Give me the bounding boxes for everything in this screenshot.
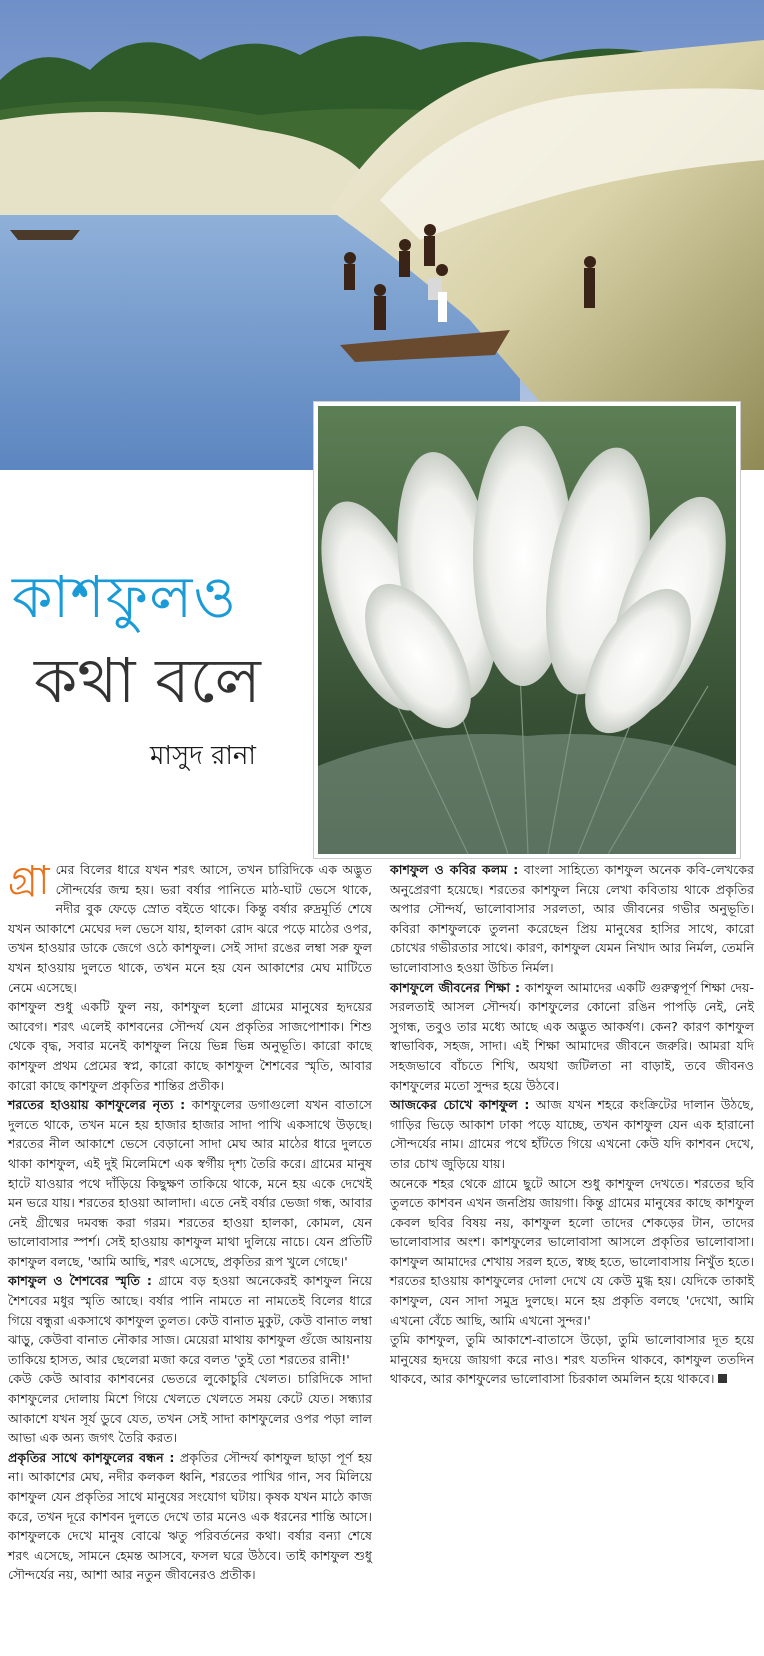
section-heading: কাশফুলে জীবনের শিক্ষা : xyxy=(390,979,521,995)
section-heading: আজকের চোখে কাশফুল : xyxy=(390,1097,530,1113)
section-heading: কাশফুল ও শৈশবের স্মৃতি : xyxy=(8,1273,152,1289)
section-paragraph xyxy=(390,860,754,978)
river-landscape-image xyxy=(0,0,764,470)
paragraph-text: তুমি কাশফুল, তুমি আকাশে-বাতাসে উড়ো, তুমি ভালোবাসার দূত হয়ে মানুষের হৃদয়ে জায়গা করে নাও। শরৎ যতদিন থাকবে, কাশফুল ততদিন থাকবে, আর কাশফুলের ভালোবাসা চিরকাল অমলিন হয়ে থাকবে। xyxy=(390,1332,754,1387)
section-text: আজ যখন শহরে কংক্রিটের দালান উঠছে, গাড়ির ভিড়ে আকাশ ঢাকা পড়ে যাচ্ছে, তখন কাশফুল যেন এক হারানো সৌন্দর্যের নাম। গ্রামের পথে হাঁটতে গিয়ে এখনো কেউ যদি কাশবন দেখে, তার চোখ জুড়িয়ে যায়। xyxy=(390,1097,754,1171)
article-title-line1: কাশফুলও xyxy=(12,563,238,631)
section-paragraph xyxy=(390,1095,754,1173)
paragraph: কেউ কেউ আবার কাশবনের ভেতরে লুকোচুরি খেলত। চারিদিকে সাদা কাশফুলের দোলায় মিশে গিয়ে খেলতে খেলতে সময় কেটে যেত। সন্ধ্যার আকাশে যখন সূর্য ডুবে যেত, তখন সেই সাদা কাশফুলের ওপর পড়া লাল আভা এক অন্য জগৎ তৈরি করত। xyxy=(8,1371,372,1446)
article-title-line2: কথা বলে xyxy=(34,644,261,717)
hero-photo xyxy=(0,0,764,470)
end-mark-icon xyxy=(718,1374,727,1383)
section-heading: প্রকৃতির সাথে কাশফুলের বন্ধন : xyxy=(8,1449,175,1465)
section-text: প্রকৃতির সৌন্দর্য কাশফুল ছাড়া পূর্ণ হয় না। আকাশের মেঘ, নদীর কলকল ধ্বনি, শরতের পাখির গান, সব মিলিয়ে কাশফুল যেন প্রকৃতির সাথে মানুষের সংযোগ ঘটায়। কৃষক যখন মাঠে কাজ করে, তখন দূরে কাশবন দুলতে দেখে তার মনেও এক ধরনের শান্তি আসে। কাশফুলকে দেখে মানুষ বোঝে ঋতু পরিবর্তনের কথা। বর্ষার বন্যা শেষে শরৎ এসেছে, সামনে হেমন্ত আসবে, ফসল ঘরে উঠবে। তাই কাশফুল শুধু সৌন্দর্যের নয়, আশা আর নতুন জীবনেরও প্রতীক। xyxy=(8,1449,372,1583)
section-text: কাশফুলের ডগাগুলো যখন বাতাসে দুলতে থাকে, তখন মনে হয় হাজার হাজার সাদা পাখি একসাথে উড়ছে। শরতের নীল আকাশে ভেসে বেড়ানো সাদা মেঘ আর মাঠের ধারে দুলতে থাকা কাশফুল, এই দুই মিলেমিশে এক স্বর্গীয় দৃশ্য তৈরি করে। গ্রামের মানুষ হাটে যাওয়ার পথে দাঁড়িয়ে কিছুক্ষণ তাকিয়ে থাকে, মনে হয় একে দেখেই মন ভরে যায়। শরতের হাওয়া আলাদা। এতে নেই বর্ষার ভেজা গন্ধ, আবার নেই গ্রীষ্মের দমবন্ধ করা গরম। শরতের হাওয়া হালকা, কোমল, যেন ভালোবাসার স্পর্শ। সেই হাওয়ায় কাশফুল মাথা দুলিয়ে নাচে। যেন প্রতিটি কাশফুল বলছে, 'আমি আছি, শরৎ এসেছে, প্রকৃতির রূপ খুলে গেছে।' xyxy=(8,1097,372,1269)
section-heading: কাশফুল ও কবির কলম : xyxy=(390,862,519,877)
section-paragraph xyxy=(8,1095,372,1271)
section-heading: শরতের হাওয়ায় কাশফুলের নৃত্য : xyxy=(8,1097,186,1113)
section-text: গ্রামে বড় হওয়া অনেকেরই কাশফুল নিয়ে শৈশবের মধুর স্মৃতি আছে। বর্ষার পানি নামতে না নামতেই বিলের ধারে গিয়ে বন্ধুরা একসাথে কাশফুল তুলত। কেউ বানাত মুকুট, কেউ বানাত লম্বা ঝাড়ু, কেউবা বানাত নৌকার সাজ। মেয়েরা মাথায় কাশফুল গুঁজে আয়নায় তাকিয়ে হাসত, আর ছেলেরা মজা করে বলত 'তুই তো শরতের রানী!' xyxy=(8,1273,372,1367)
author-byline: মাসুদ রানা xyxy=(150,741,256,771)
paragraph xyxy=(390,1330,754,1389)
article-column-right xyxy=(390,860,754,1389)
section-paragraph xyxy=(390,978,754,1096)
section-text: বাংলা সাহিত্যে কাশফুল অনেক কবি-লেখকের অনুপ্রেরণা হয়েছে। শরতের কাশফুল নিয়ে লেখা কবিতায় থাকে প্রকৃতির অপার সৌন্দর্য, ভালোবাসার সরলতা, আর জীবনের গভীর অনুভূতি। কবিরা কাশফুলকে তুলনা করেছেন প্রিয় মানুষের হাসির সাথে, কারো চোখের গভীরতার সাথে। কারণ, কাশফুল যেমন নিখাদ আর নির্মল, তেমনি ভালোবাসাও হওয়া উচিত নির্মল। xyxy=(390,862,755,975)
paragraph: কাশফুল শুধু একটি ফুল নয়, কাশফুল হলো গ্রামের মানুষের হৃদয়ের আবেগ। শরৎ এলেই কাশবনের সৌন্দর্য যেন প্রকৃতির সাজপোশাক। শিশু থেকে বৃদ্ধ, সবার মনেই কাশফুল নিয়ে ভিন্ন ভিন্ন অনুভূতি। কারো কাছে কাশফুল প্রথম প্রেমের স্বপ্ন, কারো কাছে কাশফুল শৈশবের স্মৃতি, আবার কারো কাছে কাশফুল প্রকৃতির শান্তির প্রতীক। xyxy=(8,999,372,1093)
kash-flower-photo xyxy=(314,402,740,858)
section-text: কাশফুল আমাদের একটি গুরুত্বপূর্ণ শিক্ষা দেয়- সরলতাই আসল সৌন্দর্য। কাশফুলের কোনো রঙিন পাপড়ি নেই, নেই সুগন্ধ, তবুও তার মধ্যে আছে এক অদ্ভুত আকর্ষণ। কেন? কারণ কাশফুল স্বাভাবিক, সহজ, সাদা। এই শিক্ষা আমাদের জীবনে জরুরি। আমরা যদি সহজভাবে বাঁচতে শিখি, অযথা জটিলতা না বাড়াই, তবে জীবনও কাশফুলের মতো সুন্দর হয়ে উঠবে। xyxy=(390,979,754,1093)
paragraph: অনেকে শহর থেকে গ্রামে ছুটে আসে শুধু কাশফুল দেখতে। শরতের ছবি তুলতে কাশবন এখন জনপ্রিয় জায়গা। কিন্তু গ্রামের মানুষের কাছে কাশফুল কেবল ছবির বিষয় নয়, কাশফুল হলো তাদের শেকড়ের টান, তাদের ভালোবাসার অংশ। কাশফুলের ভালোবাসা আসলে প্রকৃতির ভালোবাসা। কাশফুল আমাদের শেখায় সরল হতে, স্বচ্ছ হতে, ভালোবাসায় নিখুঁত হতে। শরতের হাওয়ায় কাশফুলের দোলা দেখে যে কেউ মুগ্ধ হয়। যেদিকে তাকাই কাশফুল, যেন সাদা সমুদ্র দুলছে। মনে হয় প্রকৃতি বলছে 'দেখো, আমি এখনো বেঁচে আছি, আমি এখনো সুন্দর।' xyxy=(390,1175,754,1328)
paragraph-text: মের বিলের ধারে যখন শরৎ আসে, তখন চারিদিকে এক অদ্ভুত সৌন্দর্যের জন্ম হয়। ভরা বর্ষার পানিতে মাঠ-ঘাট ভেসে থাকে, নদীর বুক ফেড়ে স্রোত বইতে থাকে। কিন্তু বর্ষার রুদ্রমূর্তি শেষে যখন আকাশে মেঘের দল ভেসে যায়, হালকা রোদ ঝরে পড়ে মাঠের ওপর, তখন হাওয়ার ডাকে জেগে ওঠে কাশফুল। সেই সাদা রঙের লম্বা সরু ফুল যখন হাওয়ায় দুলতে থাকে, তখন মনে হয় যেন আকাশের মেঘ মাটিতে নেমে এসেছে। xyxy=(8,862,372,995)
paragraph xyxy=(8,860,372,997)
drop-cap: গ্রা xyxy=(8,858,50,904)
article-column-left xyxy=(8,860,372,1585)
kash-flower-image xyxy=(318,406,736,854)
section-paragraph xyxy=(8,1448,372,1585)
section-paragraph xyxy=(8,1271,372,1369)
